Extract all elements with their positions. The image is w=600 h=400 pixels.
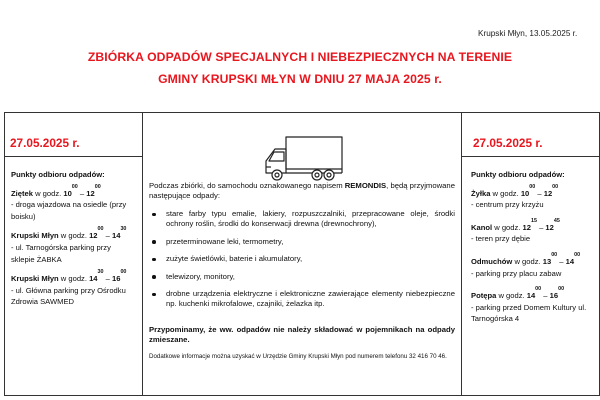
point-hours-label: w godz. xyxy=(492,222,523,232)
point-hours-label: w godz. xyxy=(58,274,90,284)
point-time-start: $14^{00}$ xyxy=(526,286,542,301)
point-place: Odmuchów xyxy=(471,256,513,266)
right-date: 27.05.2025 r. xyxy=(473,136,543,150)
point-time-start: $10^{00}$ xyxy=(63,183,78,198)
left-points-header: Punkty odbioru odpadów: xyxy=(11,170,105,179)
point-time-start: $13^{00}$ xyxy=(542,251,558,266)
left-points xyxy=(11,169,136,308)
point-time-start: $12^{00}$ xyxy=(89,226,104,241)
point-time-end: $14^{00}$ xyxy=(565,251,581,266)
waste-item: stare farby typu emalie, lakiery, rozpuszczalniki, przepracowane oleje, środki ochrony roślin, środki do konserwacji drewna (drewnochrony), xyxy=(149,209,455,230)
waste-item: telewizory, monitory, xyxy=(149,272,455,282)
point-time-start: $14^{30}$ xyxy=(89,269,104,284)
point-place: Krupski Młyn xyxy=(11,231,59,241)
point-location: - ul. Tarnogórska parking przy sklepie ŻABKA xyxy=(11,242,111,264)
point-time-sep: – xyxy=(77,188,87,198)
point-location: - ul. Główna parking przy Ośrodku Zdrowia SAWMED xyxy=(11,285,126,307)
right-divider xyxy=(462,156,599,157)
collection-point xyxy=(11,226,136,265)
contact-info: Dodatkowe informacje można uzyskać w Urzędzie Gminy Krupski Młyn pod numerem telefonu 32 416 70 46. xyxy=(149,353,447,360)
collection-point xyxy=(471,286,595,325)
collection-point xyxy=(471,217,595,245)
collection-point xyxy=(11,183,136,223)
point-time-start: $12^{15}$ xyxy=(522,217,537,232)
point-location: - parking przed Domem Kultury ul. Tarnogórska 4 xyxy=(471,302,587,324)
point-time-end: $16^{00}$ xyxy=(111,269,127,284)
point-hours-label: w godz. xyxy=(512,256,543,266)
point-time-end: $14^{30}$ xyxy=(111,226,127,241)
reminder-text: Przypominamy, że ww. odpadów nie należy składować w pojemnikach na odpady zmieszane. xyxy=(149,325,455,345)
right-points-header: Punkty odbioru odpadów: xyxy=(471,170,565,179)
left-column xyxy=(5,113,143,396)
point-hours-label: w godz. xyxy=(490,188,521,198)
point-time-end: $12^{00}$ xyxy=(86,183,101,198)
point-time-sep: – xyxy=(541,291,550,301)
middle-column xyxy=(143,113,462,396)
waste-item: przeterminowane leki, termometry, xyxy=(149,237,455,247)
waste-list xyxy=(149,209,455,310)
point-time-sep: – xyxy=(103,231,112,241)
waste-item: zużyte świetlówki, baterie i akumulatory, xyxy=(149,254,455,264)
collection-point xyxy=(471,183,595,211)
point-hours-label: w godz. xyxy=(496,291,527,301)
point-hours-label: w godz. xyxy=(32,188,64,198)
waste-item: drobne urządzenia elektryczne i elektroniczne zawierające elementy niebezpieczne np. kuchenki mikrofalowe, czajniki, żelazka itp. xyxy=(149,289,455,310)
point-time-end: $12^{45}$ xyxy=(545,217,560,232)
brand-name: REMONDIS xyxy=(344,181,387,190)
point-location: - droga wjazdowa na osiedle (przy boisku) xyxy=(11,200,127,221)
collection-point xyxy=(471,251,595,279)
schedule-table xyxy=(4,112,600,396)
point-location: - teren przy dębie xyxy=(471,234,531,244)
point-location: - parking przy placu zabaw xyxy=(471,268,562,278)
announcement-title xyxy=(0,46,600,90)
left-date: 27.05.2025 r. xyxy=(10,136,80,150)
right-points xyxy=(471,169,595,325)
point-place: Krupski Młyn xyxy=(11,274,59,284)
title-line-2: GMINY KRUPSKI MŁYN W DNIU 27 MAJA 2025 r. xyxy=(158,72,442,86)
point-place: Kanol xyxy=(471,222,493,232)
point-time-sep: – xyxy=(536,222,546,232)
point-time-start: $10^{00}$ xyxy=(520,183,536,198)
point-time-sep: – xyxy=(535,188,544,198)
title-line-1: ZBIÓRKA ODPADÓW SPECJALNYCH I NIEBEZPIECZNYCH NA TERENIE xyxy=(87,50,513,64)
intro-text: Podczas zbiórki, do samochodu oznakowanego napisem REMONDIS, będą przyjmowane następujące odpady: xyxy=(149,181,455,201)
left-divider xyxy=(5,156,142,157)
point-place: Ziętek xyxy=(11,188,33,198)
point-time-end: $12^{00}$ xyxy=(543,183,559,198)
truck-icon xyxy=(261,131,346,187)
point-location: - centrum przy krzyżu xyxy=(471,200,544,210)
point-time-sep: – xyxy=(557,256,566,266)
document-date: Krupski Młyn, 13.05.2025 r. xyxy=(478,29,578,38)
right-column xyxy=(462,113,600,396)
point-place: Żyłka xyxy=(471,188,491,198)
point-place: Potępa xyxy=(471,291,497,301)
collection-point xyxy=(11,269,136,308)
point-time-end: $16^{00}$ xyxy=(549,286,565,301)
point-hours-label: w godz. xyxy=(58,231,90,241)
point-time-sep: – xyxy=(103,274,112,284)
